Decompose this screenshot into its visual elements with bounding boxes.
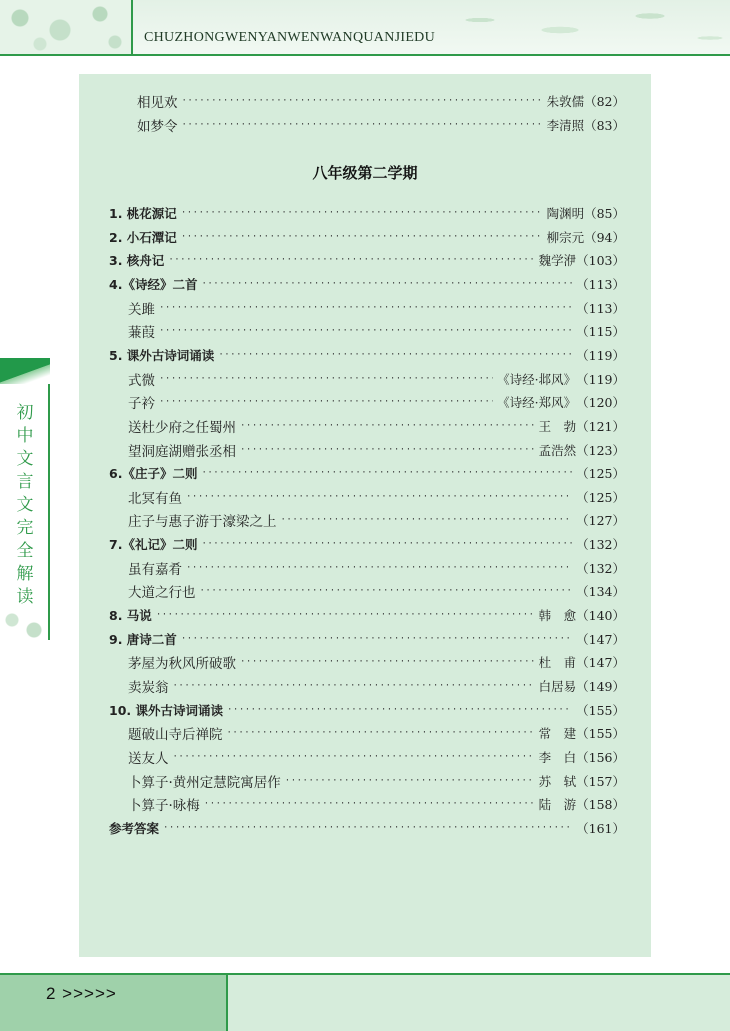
toc-entry [79, 415, 651, 437]
entry-author: 《诗经·邶风》 [497, 371, 577, 387]
entry-title: 3. 核舟记 [109, 253, 165, 269]
entry-author: 常 建 [538, 726, 577, 742]
header-ornament-left [0, 0, 132, 56]
toc-entry [79, 699, 651, 721]
entry-author: 苏 轼 [538, 773, 577, 789]
entry-title: 如梦令 [137, 119, 178, 135]
entry-page: （119） [576, 371, 625, 387]
entry-author: 《诗经·郑风》 [497, 395, 577, 411]
entry-page: （147） [576, 655, 625, 671]
running-title: CHUZHONGWENYANWENWANQUANJIEDU [144, 30, 435, 45]
entry-page: （149） [576, 679, 625, 694]
entry-title: 卖炭翁 [128, 680, 169, 696]
entry-title: 卜算子·黄州定慧院寓居作 [128, 774, 281, 791]
toc-entry [79, 817, 651, 839]
page-number: 2 >>>>> [46, 984, 117, 1003]
entry-page: （113） [576, 300, 625, 316]
dot-leader [281, 515, 573, 525]
entry-author: 李 白 [538, 749, 577, 765]
side-tab-edge [48, 384, 50, 640]
dot-leader [227, 728, 535, 738]
toc-entry [79, 580, 651, 602]
entry-page: （83） [584, 118, 625, 133]
entry-title: 1. 桃花源记 [109, 206, 177, 221]
entry-title: 8. 马说 [109, 608, 152, 624]
entry-author: 李清照 [546, 118, 585, 133]
dot-leader [240, 657, 535, 667]
dot-leader [181, 208, 543, 218]
entry-page: （82） [584, 94, 625, 109]
entry-author: 韩 愈 [538, 608, 577, 624]
toc-entry [79, 604, 651, 626]
entry-page: （94） [584, 229, 625, 245]
dot-leader [159, 397, 493, 407]
entry-page: （156） [576, 749, 625, 765]
dot-leader [186, 492, 572, 502]
side-tab [0, 358, 50, 640]
dot-leader [227, 705, 572, 715]
entry-author: 杜 甫 [538, 655, 577, 671]
toc-entry [79, 391, 651, 413]
entry-title: 望洞庭湖赠张丞相 [128, 443, 236, 460]
entry-title: 相见欢 [137, 95, 178, 111]
entry-page: （140） [576, 608, 625, 624]
dot-leader [204, 799, 535, 809]
dot-leader [159, 326, 572, 336]
toc-entry [79, 486, 651, 508]
dot-leader [182, 120, 543, 130]
toc-entry [79, 770, 651, 792]
entry-title: 虽有嘉肴 [128, 561, 182, 578]
dot-leader [159, 374, 493, 384]
entry-page: （132） [576, 537, 625, 553]
toc-entry [79, 297, 651, 319]
dot-leader [200, 586, 573, 596]
entry-author: 陆 游 [538, 797, 577, 813]
entry-title: 参考答案 [109, 820, 160, 836]
entry-page: （103） [576, 253, 625, 269]
toc-entry [79, 249, 651, 271]
toc-entry [79, 509, 651, 531]
entry-page: （85） [584, 206, 625, 221]
toc-entry [79, 462, 651, 484]
dot-leader [201, 539, 572, 549]
entry-title: 题破山寺后禅院 [128, 727, 223, 744]
entry-title: 2. 小石潭记 [109, 229, 177, 245]
toc-entry [79, 114, 651, 136]
dot-leader [181, 634, 572, 644]
dot-leader [240, 421, 535, 431]
entry-title: 5. 课外古诗词诵读 [109, 347, 215, 363]
dot-leader [173, 681, 535, 691]
entry-author: 朱敦儒 [546, 94, 585, 109]
entry-title: 送友人 [128, 750, 169, 767]
entry-title: 茅屋为秋风所破歌 [128, 656, 236, 673]
toc-entry [79, 439, 651, 461]
entry-author: 柳宗元 [546, 229, 585, 245]
toc-entry [79, 344, 651, 366]
dot-leader [181, 232, 543, 242]
toc-entry [79, 722, 651, 744]
entry-page: （127） [576, 513, 625, 529]
side-tab-label: 初中文言文完全解读 [16, 403, 34, 607]
dot-leader [240, 445, 535, 455]
dot-leader [285, 776, 535, 786]
section-heading: 八年级第二学期 [312, 164, 418, 182]
toc-entry [79, 368, 651, 390]
toc-entry [79, 320, 651, 342]
entry-title: 子衿 [128, 396, 155, 413]
entry-page: （120） [576, 395, 625, 411]
dot-leader [168, 255, 534, 265]
entry-page: （155） [576, 726, 625, 742]
entry-title: 庄子与惠子游于濠梁之上 [128, 514, 277, 531]
entry-title: 式微 [128, 372, 155, 389]
entry-title: 6.《庄子》二则 [109, 466, 198, 482]
toc-entry [79, 533, 651, 555]
entry-author: 白居易 [538, 679, 577, 694]
toc-entry [79, 793, 651, 815]
entry-page: （119） [576, 347, 625, 363]
dot-leader [156, 610, 535, 620]
dot-leader [218, 350, 572, 360]
entry-title: 送杜少府之任蜀州 [128, 419, 236, 436]
entry-page: （158） [576, 797, 625, 813]
toc-entry [79, 557, 651, 579]
entry-title: 卜算子·咏梅 [128, 798, 200, 815]
toc-entry [79, 675, 651, 697]
entry-page: （113） [576, 276, 625, 292]
toc-entry [79, 651, 651, 673]
entry-page: （147） [576, 631, 625, 647]
entry-title: 关雎 [128, 301, 155, 318]
header-rule [0, 54, 730, 56]
dot-leader [163, 823, 572, 833]
dot-leader [186, 563, 572, 573]
entry-title: 北冥有鱼 [128, 490, 182, 507]
dot-leader [173, 752, 535, 762]
entry-page: （157） [576, 773, 625, 789]
entry-title: 蒹葭 [128, 325, 155, 342]
entry-page: （123） [576, 442, 625, 458]
toc-entry [79, 628, 651, 650]
toc-entry [79, 90, 651, 112]
entry-author: 魏学洢 [538, 253, 577, 269]
entry-author: 王 勃 [538, 418, 577, 434]
dot-leader [201, 468, 572, 478]
entry-page: （132） [576, 560, 625, 576]
entry-page: （155） [576, 702, 625, 718]
entry-title: 10. 课外古诗词诵读 [109, 702, 223, 718]
entry-page: （121） [576, 418, 625, 434]
entry-page: （125） [576, 466, 625, 482]
entry-author: 陶渊明 [546, 206, 585, 221]
toc-entry [79, 226, 651, 248]
entry-page: （161） [576, 820, 625, 836]
side-tab-accent [0, 358, 50, 384]
toc-entry [79, 273, 651, 295]
toc-panel [79, 74, 651, 957]
footer-right-block [228, 975, 730, 1031]
entry-page: （134） [576, 584, 625, 600]
dot-leader [182, 96, 543, 106]
entry-title: 9. 唐诗二首 [109, 631, 177, 647]
entry-page: （125） [576, 489, 625, 505]
entry-title: 4.《诗经》二首 [109, 276, 198, 292]
dot-leader [201, 279, 572, 289]
entry-title: 7.《礼记》二则 [109, 537, 198, 553]
entry-title: 大道之行也 [128, 585, 196, 602]
toc-entry [79, 202, 651, 224]
dot-leader [159, 303, 572, 313]
toc-entry [79, 746, 651, 768]
entry-author: 孟浩然 [538, 442, 577, 458]
header-ornament-right [440, 0, 730, 56]
entry-page: （115） [576, 324, 625, 340]
header-separator [131, 0, 133, 56]
